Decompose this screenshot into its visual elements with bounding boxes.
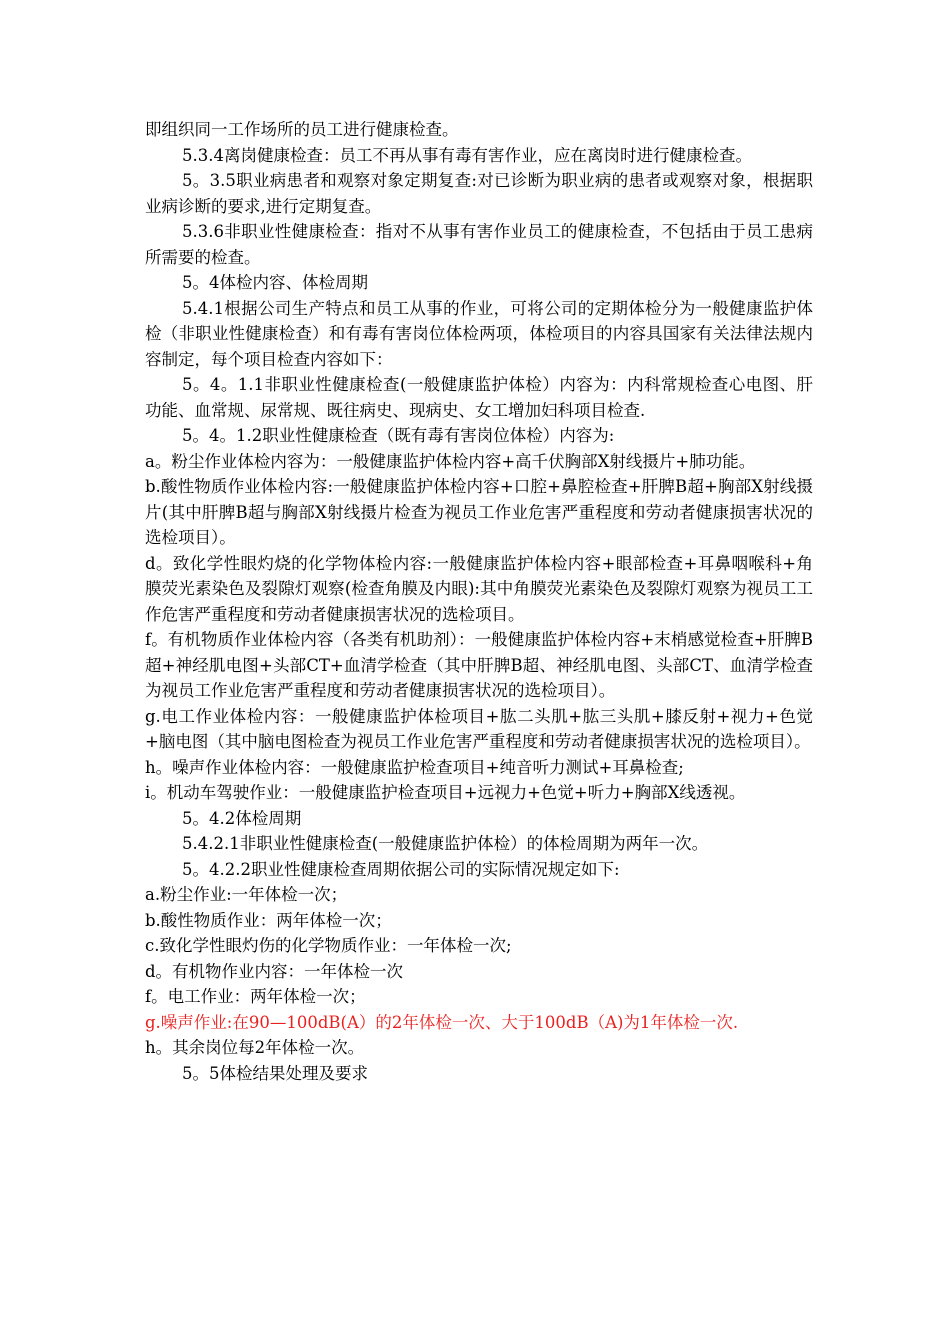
list-item: a.粉尘作业:一年体检一次； [145,885,348,904]
list-item: c.致化学性眼灼伤的化学物质作业：一年体检一次; [145,936,512,955]
list-item: a。粉尘作业体检内容为：一般健康监护体检内容+高千伏胸部X射线摄片+肺功能。 [145,451,756,471]
list-item: g.电工作业体检内容：一般健康监护体检项目+肱二头肌+肱三头肌+膝反射+视力+色觉+脑电图（其中脑电图检查为视员工作业危害严重程度和劳动者健康损害状况的选检项目）。 [145,706,813,751]
list-item: i。机动车驾驶作业：一般健康监护检查项目+远视力+色觉+听力+胸部X线透视。 [145,783,746,802]
list-item: d。有机物作业内容：一年体检一次 [145,961,404,981]
section-heading: 5。5体检结果处理及要求 [182,1063,368,1083]
paragraph: 5。3.5职业病患者和观察对象定期复查:对已诊断为职业病的患者或观察对象，根据职业病诊断的要求,进行定期复查。 [145,171,813,216]
list-item: f。电工作业：两年体检一次； [145,987,366,1006]
list-item: d。致化学性眼灼烧的化学物体检内容:一般健康监护体检内容+眼部检查+耳鼻咽喉科+角膜荧光素染色及裂隙灯观察(检查角膜及内眼):其中角膜荧光素染色及裂隙灯观察为视员工工作危害严重程度和劳动者健康损害状况的选检项目。 [145,553,813,624]
section-heading: 5。4体检内容、体检周期 [182,273,368,292]
paragraph: 5.4.2.1非职业性健康检查(一般健康监护体检）的体检周期为两年一次。 [182,834,709,853]
paragraph: 即组织同一工作场所的员工进行健康检查。 [145,120,459,139]
section-heading: 5。4.2体检周期 [182,808,302,828]
paragraph: 5.3.6非职业性健康检查：指对不从事有害作业员工的健康检查，不包括由于员工患病所需要的检查。 [145,222,813,267]
document-body [145,117,813,1086]
list-item: b.酸性物质作业体检内容:一般健康监护体检内容+口腔+鼻腔检查+肝脾B超+胸部X射线摄片(其中肝脾B超与胸部X射线摄片检查为视员工作业危害严重程度和劳动者健康损害状况的选检项目）。 [145,477,813,547]
list-item: h。其余岗位每2年体检一次。 [145,1038,365,1057]
paragraph: 5.3.4离岗健康检查：员工不再从事有毒有害作业，应在离岗时进行健康检查。 [182,145,752,165]
list-item: h。噪声作业体检内容：一般健康监护检查项目+纯音听力测试+耳鼻检查; [145,757,684,777]
paragraph: 5。4.2.2职业性健康检查周期依据公司的实际情况规定如下: [182,859,620,879]
paragraph: 5。4。1.2职业性健康检查（既有毒有害岗位体检）内容为: [182,426,615,445]
list-item: b.酸性物质作业：两年体检一次； [145,910,392,930]
paragraph: 5。4。1.1非职业性健康检查(一般健康监护体检）内容为：内科常规检查心电图、肝功能、血常规、尿常规、既往病史、现病史、女工增加妇科项目检查. [145,375,813,420]
highlighted-list-item: g.噪声作业:在90—100dB(A）的2年体检一次、大于100dB（A)为1年体检一次. [145,1012,739,1032]
list-item: f。有机物质作业体检内容（各类有机助剂）：一般健康监护体检内容+末梢感觉检查+肝脾B超+神经肌电图+头部CT+血清学检查（其中肝脾B超、神经肌电图、头部CT、血清学检查为视员工作业危害严重程度和劳动者健康损害状况的选检项目）。 [145,630,813,700]
paragraph: 5.4.1根据公司生产特点和员工从事的作业，可将公司的定期体检分为一般健康监护体检（非职业性健康检查）和有毒有害岗位体检两项，体检项目的内容具国家有关法律法规内容制定，每个项目检查内容如下： [145,298,813,369]
